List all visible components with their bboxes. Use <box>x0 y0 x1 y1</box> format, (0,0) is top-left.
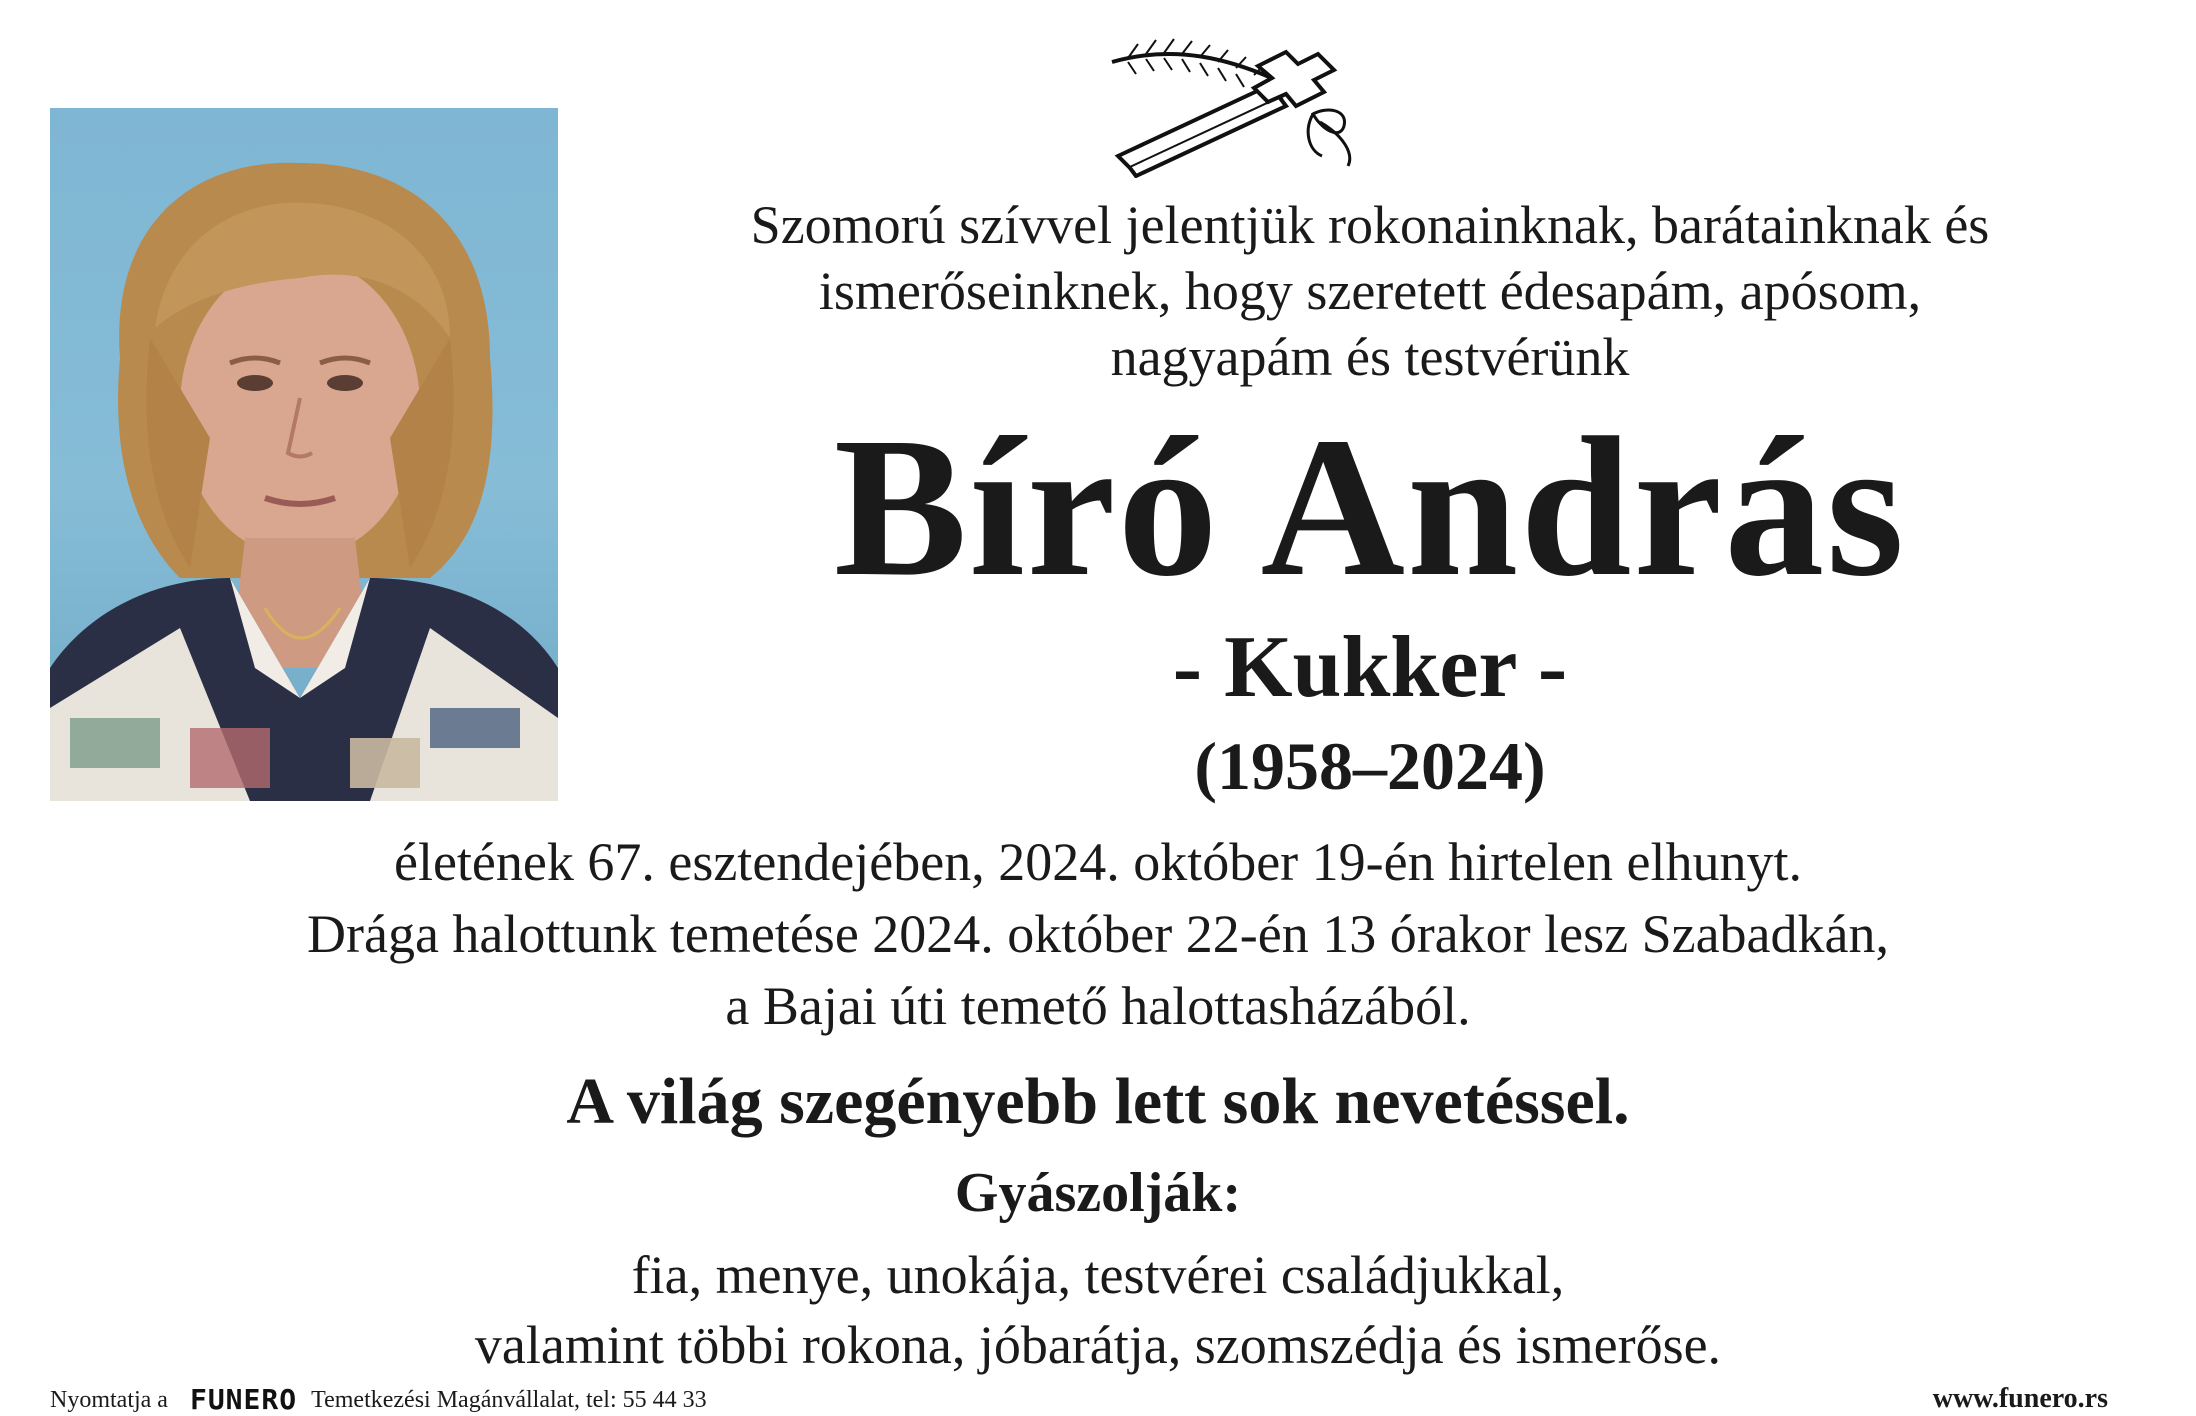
intro-text <box>610 192 2130 390</box>
details-line: életének 67. esztendejében, 2024. október 19-én hirtelen elhunyt. <box>393 832 1802 892</box>
mourners-heading: Gyászolják: <box>954 1162 1242 1224</box>
funero-logo: FUNERO <box>189 1383 298 1416</box>
printed-by-label: Nyomtatja a <box>50 1387 168 1413</box>
footer-website[interactable]: www.funero.rs <box>1932 1383 2108 1414</box>
details-line: a Bajai úti temető halottasházából. <box>725 976 1471 1036</box>
motto: A világ szegényebb lett sok nevetéssel. <box>566 1065 1630 1138</box>
mourners-line: valamint többi rokona, jóbarátja, szomszédja és ismerőse. <box>474 1315 1722 1375</box>
death-details <box>0 826 2196 1042</box>
portrait-photo <box>50 108 558 801</box>
footer-printer <box>50 1383 707 1416</box>
intro-line: nagyapám és testvérünk <box>1110 327 1630 387</box>
cross-with-palm-icon <box>1108 26 1390 178</box>
nickname: - Kukker - <box>1172 619 1568 716</box>
intro-line: Szomorú szívvel jelentjük rokonainknak, barátainknak és <box>750 195 1990 255</box>
mourners-list <box>0 1240 2196 1380</box>
details-line: Drága halottunk temetése 2024. október 22-én 13 órakor lesz Szabadkán, <box>307 904 1889 964</box>
life-years: (1958–2024) <box>1194 728 1546 804</box>
mourners-line: fia, menye, unokája, testvérei családjukkal, <box>631 1245 1565 1305</box>
company-info: Temetkezési Magánvállalat, tel: 55 44 33 <box>311 1387 707 1413</box>
intro-line: ismerőseinknek, hogy szeretett édesapám, apósom, <box>818 261 1922 321</box>
deceased-name: Bíró András <box>833 397 1907 618</box>
